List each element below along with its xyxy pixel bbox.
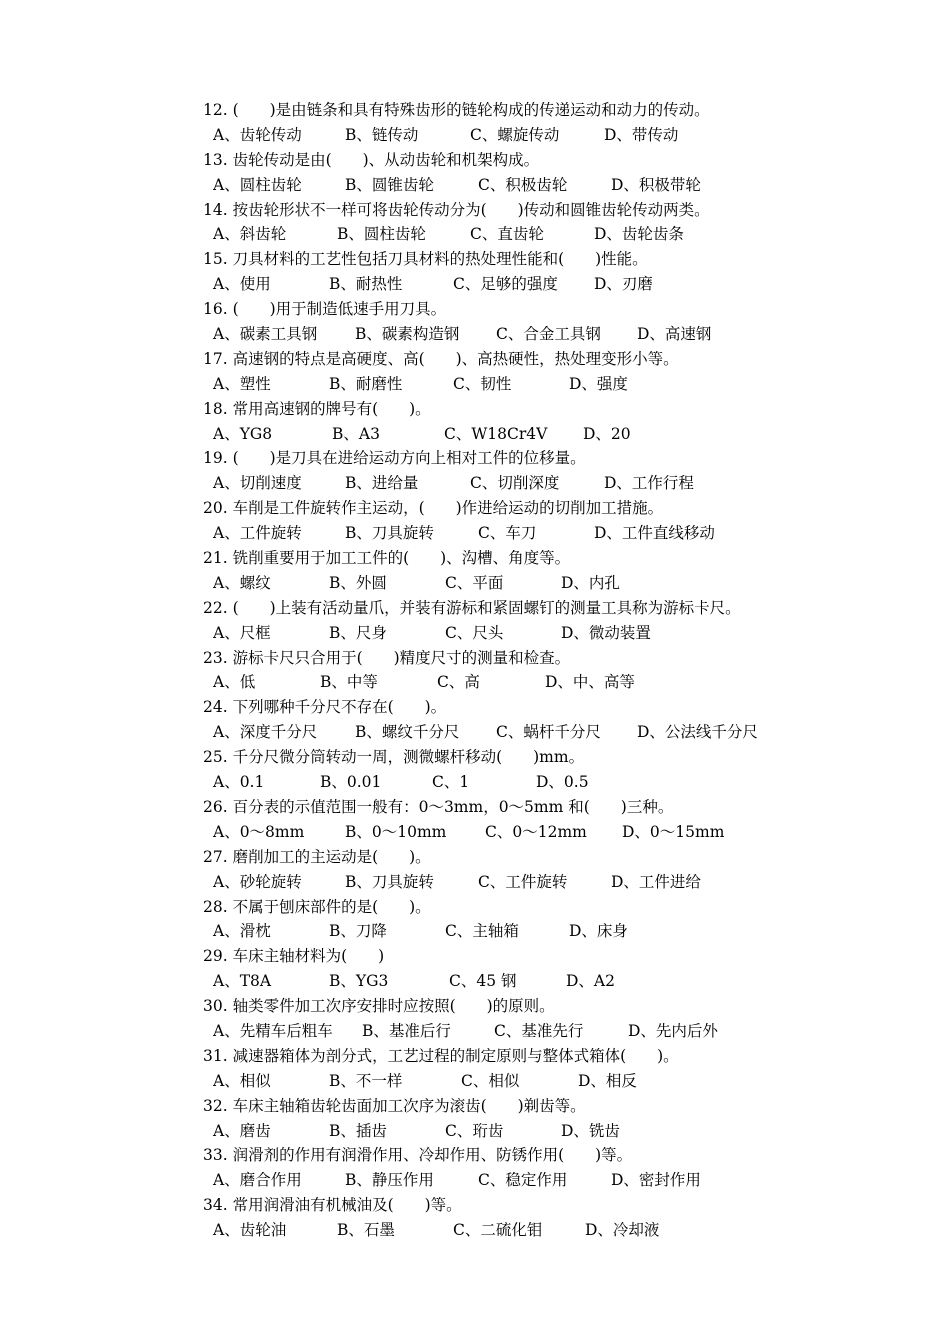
option-d: D、带传动 [604, 125, 679, 144]
question-stem: 33. 润滑剂的作用有润滑作用、冷却作用、防锈作用( )等。 [203, 1146, 633, 1165]
options-row [0, 621, 950, 646]
question-stem-row [0, 546, 950, 571]
question-list [0, 98, 950, 1243]
question-stem: 21. 铣削重要用于加工工件的( )、沟槽、角度等。 [203, 549, 571, 568]
question-stem: 22. ( )上装有活动量爪，并装有游标和紧固螺钉的测量工具称为游标卡尺。 [203, 598, 741, 617]
option-a: A、斜齿轮 [213, 225, 287, 244]
option-a: A、0.1 [213, 773, 265, 792]
options-row [0, 123, 950, 148]
option-c: C、切削深度 [470, 474, 560, 493]
option-b: B、耐磨性 [329, 374, 403, 393]
question-stem-row [0, 1143, 950, 1168]
options-row [0, 870, 950, 895]
question-stem: 16. ( )用于制造低速手用刀具。 [203, 300, 447, 319]
option-c: C、W18Cr4V [444, 424, 548, 443]
option-c: C、合金工具钢 [496, 325, 601, 344]
option-b: B、刀具旋转 [345, 872, 434, 891]
option-b: B、插齿 [329, 1121, 387, 1140]
question-stem: 20. 车削是工件旋转作主运动，( )作进给运动的切削加工措施。 [203, 499, 664, 518]
question-stem-row [0, 596, 950, 621]
option-a: A、工件旋转 [213, 524, 302, 543]
option-d: D、内孔 [561, 573, 620, 592]
option-c: C、直齿轮 [470, 225, 544, 244]
question-stem-row [0, 994, 950, 1019]
option-a: A、深度千分尺 [213, 723, 318, 742]
option-b: B、A3 [332, 424, 380, 443]
option-c: C、45 钢 [449, 972, 517, 991]
option-d: D、铣齿 [561, 1121, 620, 1140]
options-row [0, 1069, 950, 1094]
question-stem-row [0, 646, 950, 671]
question-stem-row [0, 795, 950, 820]
options-row [0, 1168, 950, 1193]
options-row [0, 1119, 950, 1144]
options-row [0, 173, 950, 198]
option-b: B、静压作用 [345, 1171, 434, 1190]
option-d: D、冷却液 [585, 1221, 660, 1240]
question-stem-row [0, 1044, 950, 1069]
option-d: D、刃磨 [594, 275, 653, 294]
options-row [0, 322, 950, 347]
question-stem-row [0, 98, 950, 123]
option-b: B、刀降 [329, 922, 387, 941]
question-stem: 27. 磨削加工的主运动是( )。 [203, 847, 431, 866]
option-a: A、低 [213, 673, 256, 692]
options-row [0, 521, 950, 546]
option-a: A、螺纹 [213, 573, 271, 592]
question-stem-row [0, 347, 950, 372]
option-b: B、YG3 [329, 972, 389, 991]
question-stem: 24. 下列哪种千分尺不存在( )。 [203, 698, 447, 717]
question-stem: 19. ( )是刀具在进给运动方向上相对工件的位移量。 [203, 449, 586, 468]
option-b: B、链传动 [345, 125, 419, 144]
option-b: B、耐热性 [329, 275, 403, 294]
option-b: B、刀具旋转 [345, 524, 434, 543]
question-stem: 30. 轴类零件加工次序安排时应按照( )的原则。 [203, 997, 555, 1016]
option-b: B、圆柱齿轮 [337, 225, 426, 244]
option-d: D、0.5 [536, 773, 589, 792]
option-b: B、中等 [320, 673, 378, 692]
option-d: D、相反 [578, 1071, 637, 1090]
question-stem-row [0, 297, 950, 322]
option-a: A、YG8 [213, 424, 273, 443]
question-stem-row [0, 446, 950, 471]
options-row [0, 770, 950, 795]
question-stem: 25. 千分尺微分筒转动一周，测微螺杆移动( )mm。 [203, 748, 585, 767]
option-c: C、工件旋转 [478, 872, 568, 891]
option-a: A、先精车后粗车 [213, 1021, 333, 1040]
option-d: D、床身 [569, 922, 628, 941]
option-a: A、圆柱齿轮 [213, 175, 302, 194]
option-c: C、积极齿轮 [478, 175, 568, 194]
option-c: C、车刀 [478, 524, 537, 543]
option-a: A、磨合作用 [213, 1171, 302, 1190]
question-stem: 32. 车床主轴箱齿轮齿面加工次序为滚齿( )剃齿等。 [203, 1096, 586, 1115]
option-a: A、滑枕 [213, 922, 271, 941]
option-c: C、平面 [445, 573, 504, 592]
option-b: B、基准后行 [362, 1021, 451, 1040]
option-c: C、蜗杆千分尺 [496, 723, 601, 742]
option-d: D、工件进给 [611, 872, 701, 891]
option-d: D、积极带轮 [611, 175, 701, 194]
option-a: A、0～8mm [213, 822, 305, 841]
question-stem: 14. 按齿轮形状不一样可将齿轮传动分为( )传动和圆锥齿轮传动两类。 [203, 200, 710, 219]
option-d: D、A2 [566, 972, 615, 991]
question-stem: 12. ( )是由链条和具有特殊齿形的链轮构成的传递运动和动力的传动。 [203, 101, 710, 119]
option-d: D、中、高等 [545, 673, 635, 692]
option-c: C、主轴箱 [445, 922, 519, 941]
option-d: D、强度 [569, 374, 628, 393]
option-a: A、相似 [213, 1071, 271, 1090]
question-stem: 34. 常用润滑油有机械油及( )等。 [203, 1196, 462, 1215]
options-row [0, 222, 950, 247]
options-row [0, 1218, 950, 1243]
question-stem: 17. 高速钢的特点是高硬度、高( )、高热硬性，热处理变形小等。 [203, 349, 679, 368]
option-c: C、二硫化钼 [453, 1221, 543, 1240]
option-a: A、齿轮油 [213, 1221, 287, 1240]
option-c: C、1 [432, 773, 470, 792]
option-b: B、尺身 [329, 623, 387, 642]
option-c: C、高 [437, 673, 480, 692]
options-row [0, 422, 950, 447]
option-d: D、高速钢 [637, 325, 712, 344]
options-row [0, 372, 950, 397]
question-stem: 23. 游标卡尺只合用于( )精度尺寸的测量和检查。 [203, 648, 571, 667]
question-stem-row [0, 496, 950, 521]
options-row [0, 1019, 950, 1044]
option-d: D、密封作用 [611, 1171, 701, 1190]
question-stem-row [0, 1094, 950, 1119]
options-row [0, 471, 950, 496]
option-d: D、微动装置 [561, 623, 651, 642]
question-stem-row [0, 845, 950, 870]
option-b: B、螺纹千分尺 [355, 723, 460, 742]
question-stem-row [0, 695, 950, 720]
option-b: B、0.01 [320, 773, 382, 792]
option-a: A、磨齿 [213, 1121, 271, 1140]
option-c: C、韧性 [453, 374, 512, 393]
options-row [0, 571, 950, 596]
option-c: C、珩齿 [445, 1121, 504, 1140]
option-c: C、0～12mm [485, 822, 587, 841]
question-stem: 18. 常用高速钢的牌号有( )。 [203, 399, 431, 418]
option-b: B、0～10mm [345, 822, 447, 841]
option-d: D、工作行程 [604, 474, 694, 493]
options-row [0, 670, 950, 695]
question-stem: 29. 车床主轴材料为( ) [203, 947, 385, 966]
option-a: A、T8A [213, 972, 272, 991]
option-d: D、齿轮齿条 [594, 225, 684, 244]
option-a: A、塑性 [213, 374, 271, 393]
option-c: C、相似 [461, 1071, 520, 1090]
question-stem-row [0, 895, 950, 920]
option-c: C、稳定作用 [478, 1171, 568, 1190]
question-stem-row [0, 944, 950, 969]
question-stem-row [0, 148, 950, 173]
options-row [0, 969, 950, 994]
question-stem-row [0, 198, 950, 223]
option-d: D、0～15mm [622, 822, 725, 841]
options-row [0, 919, 950, 944]
option-d: D、公法线千分尺 [637, 723, 758, 742]
option-c: C、足够的强度 [453, 275, 558, 294]
options-row [0, 720, 950, 745]
option-b: B、石墨 [337, 1221, 395, 1240]
option-a: A、使用 [213, 275, 271, 294]
question-stem: 28. 不属于刨床部件的是( )。 [203, 897, 431, 916]
option-d: D、先内后外 [628, 1021, 718, 1040]
option-b: B、不一样 [329, 1071, 403, 1090]
question-stem-row [0, 745, 950, 770]
option-c: C、尺头 [445, 623, 504, 642]
option-b: B、外圆 [329, 573, 387, 592]
option-d: D、20 [583, 424, 631, 443]
option-a: A、砂轮旋转 [213, 872, 302, 891]
question-stem-row [0, 397, 950, 422]
option-a: A、齿轮传动 [213, 125, 302, 144]
option-b: B、进给量 [345, 474, 419, 493]
option-a: A、碳素工具钢 [213, 325, 318, 344]
question-stem: 26. 百分表的示值范围一般有：0～3mm，0～5mm 和( )三种。 [203, 797, 674, 816]
question-stem-row [0, 1193, 950, 1218]
option-b: B、碳素构造钢 [355, 325, 460, 344]
question-stem: 31. 减速器箱体为剖分式，工艺过程的制定原则与整体式箱体( )。 [203, 1046, 679, 1065]
question-stem: 13. 齿轮传动是由( )、从动齿轮和机架构成。 [203, 150, 540, 169]
question-stem: 15. 刀具材料的工艺性包括刀具材料的热处理性能和( )性能。 [203, 250, 648, 269]
option-d: D、工件直线移动 [594, 524, 715, 543]
options-row [0, 272, 950, 297]
option-c: C、螺旋传动 [470, 125, 560, 144]
option-a: A、切削速度 [213, 474, 302, 493]
option-c: C、基准先行 [494, 1021, 584, 1040]
question-stem-row [0, 247, 950, 272]
option-b: B、圆锥齿轮 [345, 175, 434, 194]
options-row [0, 820, 950, 845]
option-a: A、尺框 [213, 623, 271, 642]
